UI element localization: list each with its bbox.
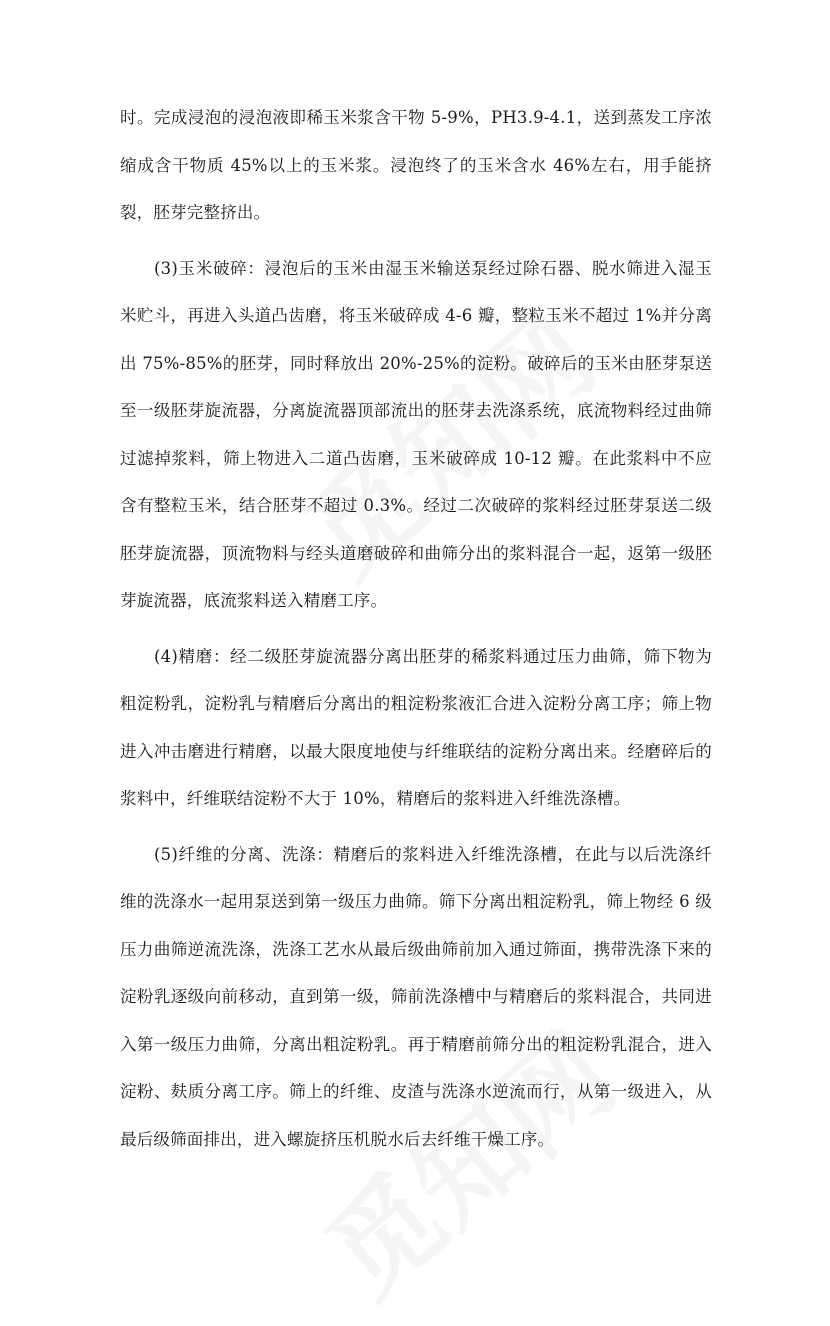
paragraph-fiber-separation: (5)纤维的分离、洗涤：精磨后的浆料进入纤维洗涤槽，在此与以后洗涤纤维的洗涤水一起用泵送到第一级压力曲筛。筛下分离出粗淀粉乳，筛上物经 6 级压力曲筛逆流洗涤，洗涤工艺水从最后级曲筛前加入通过筛面，携带洗涤下来的淀粉乳逐级向前移动，直到第一级，筛前洗涤槽中与精磨后的浆料混合，共同进入第一级压力曲筛，分离出粗淀粉乳。再于精磨前筛分出的粗淀粉乳混合，进入淀粉、麸质分离工序。筛上的纤维、皮渣与洗涤水逆流而行，从第一级进入，从最后级筛面排出，进入螺旋挤压机脱水后去纤维干燥工序。 — [120, 844, 712, 1149]
paragraph-corn-crushing: (3)玉米破碎：浸泡后的玉米由湿玉米输送泵经过除石器、脱水筛进入湿玉米贮斗，再进入头道凸齿磨，将玉米破碎成 4-6 瓣，整粒玉米不超过 1%并分离出 75%-85%的胚芽，同时释放出 20%-25%的淀粉。破碎后的玉米由胚芽泵送至一级胚芽旋流器，分离旋流器顶部流出的胚芽去洗涤系统，底流物料经过曲筛过滤掉浆料，筛上物进入二道凸齿磨，玉米破碎成 10-12 瓣。在此浆料中不应含有整粒玉米，结合胚芽不超过 0.3%。经过二次破碎的浆料经过胚芽泵送二级胚芽旋流器，顶流物料与经头道磨破碎和曲筛分出的浆料混合一起，返第一级胚芽旋流器，底流浆料送入精磨工序。 — [120, 258, 712, 610]
document-body — [120, 94, 712, 1163]
paragraph-fine-grinding: (4)精磨：经二级胚芽旋流器分离出胚芽的稀浆料通过压力曲筛，筛下物为粗淀粉乳，淀粉乳与精磨后分离出的粗淀粉浆液汇合进入淀粉分离工序；筛上物进入冲击磨进行精磨，以最大限度地使与纤维联结的淀粉分离出来。经磨碎后的浆料中，纤维联结淀粉不大于 10%，精磨后的浆料进入纤维洗涤槽。 — [120, 646, 712, 808]
paragraph-continuation: 时。完成浸泡的浸泡液即稀玉米浆含干物 5-9%，PH3.9-4.1，送到蒸发工序浓缩成含干物质 45%以上的玉米浆。浸泡终了的玉米含水 46%左右，用手能挤裂，胚芽完整挤出。 — [120, 108, 712, 222]
